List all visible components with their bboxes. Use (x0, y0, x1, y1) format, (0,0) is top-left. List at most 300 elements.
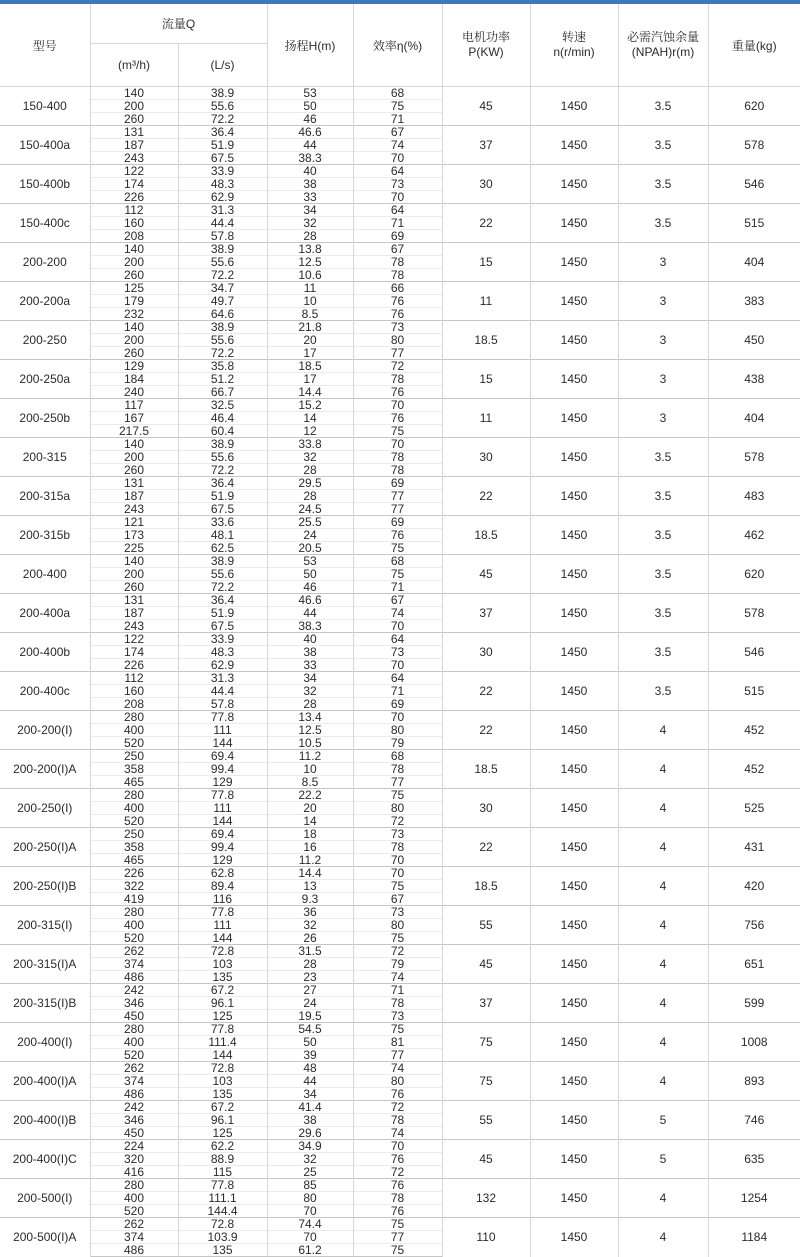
head-cell: 24.5 (267, 503, 353, 516)
flow-ls-cell: 67.5 (178, 152, 267, 165)
flow-m3h-cell: 174 (90, 178, 178, 191)
head-cell: 26 (267, 932, 353, 945)
efficiency-cell: 81 (353, 1036, 442, 1049)
flow-ls-cell: 111.1 (178, 1192, 267, 1205)
power-cell: 37 (442, 126, 530, 165)
npsh-cell: 5 (618, 1101, 708, 1140)
flow-m3h-cell: 260 (90, 113, 178, 126)
head-cell: 28 (267, 958, 353, 971)
flow-m3h-cell: 465 (90, 776, 178, 789)
head-cell: 32 (267, 217, 353, 230)
flow-ls-cell: 51.9 (178, 607, 267, 620)
head-cell: 32 (267, 1153, 353, 1166)
head-cell: 24 (267, 997, 353, 1010)
flow-m3h-cell: 243 (90, 503, 178, 516)
speed-cell: 1450 (530, 243, 618, 282)
efficiency-cell: 74 (353, 139, 442, 152)
flow-ls-cell: 55.6 (178, 256, 267, 269)
flow-m3h-cell: 122 (90, 633, 178, 646)
flow-m3h-cell: 208 (90, 698, 178, 711)
weight-cell: 620 (708, 87, 800, 126)
model-cell: 200-315(I)B (0, 984, 90, 1023)
flow-ls-cell: 55.6 (178, 451, 267, 464)
weight-cell: 578 (708, 594, 800, 633)
flow-m3h-cell: 242 (90, 984, 178, 997)
efficiency-cell: 74 (353, 607, 442, 620)
flow-m3h-cell: 167 (90, 412, 178, 425)
efficiency-cell: 78 (353, 997, 442, 1010)
head-cell: 14 (267, 815, 353, 828)
flow-m3h-cell: 520 (90, 1205, 178, 1218)
power-cell: 18.5 (442, 321, 530, 360)
speed-cell: 1450 (530, 711, 618, 750)
speed-cell: 1450 (530, 555, 618, 594)
flow-ls-cell: 103 (178, 958, 267, 971)
speed-cell: 1450 (530, 906, 618, 945)
head-cell: 13.4 (267, 711, 353, 724)
flow-ls-cell: 135 (178, 1244, 267, 1257)
efficiency-cell: 71 (353, 113, 442, 126)
efficiency-cell: 78 (353, 256, 442, 269)
flow-m3h-cell: 122 (90, 165, 178, 178)
flow-ls-cell: 38.9 (178, 438, 267, 451)
head-cell: 12 (267, 425, 353, 438)
flow-ls-cell: 135 (178, 1088, 267, 1101)
efficiency-cell: 80 (353, 724, 442, 737)
flow-m3h-cell: 400 (90, 802, 178, 815)
efficiency-cell: 76 (353, 529, 442, 542)
header-efficiency: 效率η(%) (353, 4, 442, 87)
flow-ls-cell: 129 (178, 776, 267, 789)
speed-cell: 1450 (530, 945, 618, 984)
table-row (0, 399, 800, 412)
efficiency-cell: 74 (353, 971, 442, 984)
npsh-cell: 4 (618, 945, 708, 984)
flow-m3h-cell: 450 (90, 1127, 178, 1140)
npsh-cell: 5 (618, 1140, 708, 1179)
efficiency-cell: 73 (353, 828, 442, 841)
flow-ls-cell: 69.4 (178, 750, 267, 763)
head-cell: 46.6 (267, 126, 353, 139)
speed-cell: 1450 (530, 321, 618, 360)
head-cell: 34.9 (267, 1140, 353, 1153)
head-cell: 8.5 (267, 308, 353, 321)
power-cell: 55 (442, 906, 530, 945)
table-header (0, 4, 800, 87)
power-cell: 55 (442, 1101, 530, 1140)
flow-ls-cell: 72.2 (178, 113, 267, 126)
head-cell: 44 (267, 1075, 353, 1088)
head-cell: 17 (267, 347, 353, 360)
flow-m3h-cell: 226 (90, 191, 178, 204)
efficiency-cell: 75 (353, 542, 442, 555)
efficiency-cell: 78 (353, 373, 442, 386)
flow-ls-cell: 66.7 (178, 386, 267, 399)
flow-ls-cell: 77.8 (178, 906, 267, 919)
flow-m3h-cell: 140 (90, 87, 178, 100)
head-cell: 15.2 (267, 399, 353, 412)
efficiency-cell: 78 (353, 841, 442, 854)
header-model: 型号 (0, 4, 90, 87)
flow-ls-cell: 111 (178, 802, 267, 815)
weight-cell: 404 (708, 243, 800, 282)
power-cell: 11 (442, 282, 530, 321)
efficiency-cell: 76 (353, 1153, 442, 1166)
weight-cell: 756 (708, 906, 800, 945)
flow-ls-cell: 67.2 (178, 984, 267, 997)
flow-m3h-cell: 280 (90, 1179, 178, 1192)
head-cell: 14.4 (267, 386, 353, 399)
flow-m3h-cell: 173 (90, 529, 178, 542)
head-cell: 53 (267, 555, 353, 568)
power-cell: 132 (442, 1179, 530, 1218)
flow-m3h-cell: 465 (90, 854, 178, 867)
weight-cell: 1008 (708, 1023, 800, 1062)
head-cell: 32 (267, 451, 353, 464)
flow-m3h-cell: 243 (90, 620, 178, 633)
header-head: 扬程H(m) (267, 4, 353, 87)
npsh-cell: 3.5 (618, 126, 708, 165)
efficiency-cell: 68 (353, 555, 442, 568)
flow-ls-cell: 72.8 (178, 945, 267, 958)
npsh-cell: 3 (618, 243, 708, 282)
table-row (0, 282, 800, 295)
table-row (0, 1179, 800, 1192)
head-cell: 32 (267, 685, 353, 698)
npsh-cell: 4 (618, 789, 708, 828)
efficiency-cell: 80 (353, 802, 442, 815)
table-row (0, 594, 800, 607)
flow-ls-cell: 62.5 (178, 542, 267, 555)
efficiency-cell: 76 (353, 1088, 442, 1101)
head-cell: 54.5 (267, 1023, 353, 1036)
flow-ls-cell: 36.4 (178, 477, 267, 490)
table-row (0, 750, 800, 763)
efficiency-cell: 75 (353, 1218, 442, 1231)
head-cell: 11 (267, 282, 353, 295)
flow-ls-cell: 72.2 (178, 347, 267, 360)
head-cell: 31.5 (267, 945, 353, 958)
power-cell: 11 (442, 399, 530, 438)
npsh-cell: 4 (618, 867, 708, 906)
head-cell: 8.5 (267, 776, 353, 789)
speed-cell: 1450 (530, 672, 618, 711)
power-cell: 45 (442, 1140, 530, 1179)
head-cell: 70 (267, 1231, 353, 1244)
head-cell: 38.3 (267, 620, 353, 633)
flow-ls-cell: 144 (178, 737, 267, 750)
power-cell: 75 (442, 1023, 530, 1062)
weight-cell: 462 (708, 516, 800, 555)
head-cell: 80 (267, 1192, 353, 1205)
flow-ls-cell: 144 (178, 932, 267, 945)
power-cell: 22 (442, 711, 530, 750)
flow-m3h-cell: 400 (90, 1036, 178, 1049)
power-cell: 30 (442, 633, 530, 672)
head-cell: 10 (267, 295, 353, 308)
flow-m3h-cell: 250 (90, 828, 178, 841)
efficiency-cell: 74 (353, 1062, 442, 1075)
npsh-cell: 3.5 (618, 516, 708, 555)
flow-ls-cell: 144 (178, 1049, 267, 1062)
head-cell: 10.6 (267, 269, 353, 282)
speed-cell: 1450 (530, 789, 618, 828)
flow-ls-cell: 38.9 (178, 87, 267, 100)
head-cell: 61.2 (267, 1244, 353, 1257)
head-cell: 20.5 (267, 542, 353, 555)
header-power-line2: P(KW) (468, 45, 504, 59)
weight-cell: 546 (708, 633, 800, 672)
flow-ls-cell: 55.6 (178, 100, 267, 113)
npsh-cell: 4 (618, 1218, 708, 1257)
flow-ls-cell: 34.7 (178, 282, 267, 295)
efficiency-cell: 78 (353, 763, 442, 776)
flow-m3h-cell: 112 (90, 672, 178, 685)
flow-m3h-cell: 200 (90, 334, 178, 347)
head-cell: 46.6 (267, 594, 353, 607)
speed-cell: 1450 (530, 438, 618, 477)
head-cell: 11.2 (267, 750, 353, 763)
efficiency-cell: 72 (353, 1166, 442, 1179)
efficiency-cell: 72 (353, 360, 442, 373)
flow-m3h-cell: 226 (90, 659, 178, 672)
header-npsh-line2: (NPAH)r(m) (631, 45, 695, 59)
flow-ls-cell: 33.9 (178, 633, 267, 646)
head-cell: 18.5 (267, 360, 353, 373)
flow-m3h-cell: 520 (90, 932, 178, 945)
table-row (0, 789, 800, 802)
head-cell: 50 (267, 1036, 353, 1049)
efficiency-cell: 70 (353, 1140, 442, 1153)
weight-cell: 599 (708, 984, 800, 1023)
weight-cell: 515 (708, 204, 800, 243)
flow-m3h-cell: 419 (90, 893, 178, 906)
speed-cell: 1450 (530, 867, 618, 906)
flow-m3h-cell: 280 (90, 711, 178, 724)
flow-m3h-cell: 400 (90, 919, 178, 932)
weight-cell: 525 (708, 789, 800, 828)
head-cell: 20 (267, 802, 353, 815)
flow-ls-cell: 89.4 (178, 880, 267, 893)
efficiency-cell: 77 (353, 776, 442, 789)
flow-m3h-cell: 240 (90, 386, 178, 399)
efficiency-cell: 71 (353, 685, 442, 698)
flow-ls-cell: 51.2 (178, 373, 267, 386)
head-cell: 48 (267, 1062, 353, 1075)
efficiency-cell: 73 (353, 1010, 442, 1023)
model-cell: 200-400(I) (0, 1023, 90, 1062)
speed-cell: 1450 (530, 126, 618, 165)
flow-ls-cell: 69.4 (178, 828, 267, 841)
head-cell: 18 (267, 828, 353, 841)
model-cell: 150-400b (0, 165, 90, 204)
weight-cell: 483 (708, 477, 800, 516)
header-weight: 重量(kg) (708, 4, 800, 87)
flow-m3h-cell: 358 (90, 763, 178, 776)
flow-ls-cell: 44.4 (178, 685, 267, 698)
table-row (0, 633, 800, 646)
npsh-cell: 3.5 (618, 477, 708, 516)
efficiency-cell: 77 (353, 490, 442, 503)
flow-ls-cell: 144 (178, 815, 267, 828)
head-cell: 13 (267, 880, 353, 893)
efficiency-cell: 69 (353, 477, 442, 490)
head-cell: 53 (267, 87, 353, 100)
flow-m3h-cell: 160 (90, 685, 178, 698)
table-row (0, 243, 800, 256)
flow-m3h-cell: 400 (90, 724, 178, 737)
flow-ls-cell: 67.5 (178, 620, 267, 633)
weight-cell: 515 (708, 672, 800, 711)
power-cell: 37 (442, 984, 530, 1023)
weight-cell: 651 (708, 945, 800, 984)
head-cell: 41.4 (267, 1101, 353, 1114)
flow-m3h-cell: 131 (90, 477, 178, 490)
head-cell: 12.5 (267, 724, 353, 737)
table-row (0, 87, 800, 100)
npsh-cell: 3.5 (618, 633, 708, 672)
efficiency-cell: 64 (353, 633, 442, 646)
efficiency-cell: 79 (353, 737, 442, 750)
model-cell: 200-250(I)A (0, 828, 90, 867)
power-cell: 45 (442, 555, 530, 594)
efficiency-cell: 70 (353, 438, 442, 451)
flow-ls-cell: 67.2 (178, 1101, 267, 1114)
efficiency-cell: 73 (353, 906, 442, 919)
flow-ls-cell: 116 (178, 893, 267, 906)
head-cell: 24 (267, 529, 353, 542)
flow-ls-cell: 62.2 (178, 1140, 267, 1153)
model-cell: 200-250b (0, 399, 90, 438)
speed-cell: 1450 (530, 1179, 618, 1218)
flow-m3h-cell: 450 (90, 1010, 178, 1023)
head-cell: 16 (267, 841, 353, 854)
header-speed-line2: n(r/min) (553, 45, 595, 59)
model-cell: 200-250(I)B (0, 867, 90, 906)
model-cell: 200-200 (0, 243, 90, 282)
efficiency-cell: 77 (353, 1231, 442, 1244)
head-cell: 20 (267, 334, 353, 347)
efficiency-cell: 76 (353, 295, 442, 308)
efficiency-cell: 70 (353, 854, 442, 867)
flow-m3h-cell: 200 (90, 100, 178, 113)
model-cell: 200-315 (0, 438, 90, 477)
speed-cell: 1450 (530, 984, 618, 1023)
flow-ls-cell: 32.5 (178, 399, 267, 412)
table-row (0, 1062, 800, 1075)
flow-ls-cell: 72.2 (178, 464, 267, 477)
npsh-cell: 4 (618, 711, 708, 750)
efficiency-cell: 64 (353, 204, 442, 217)
flow-ls-cell: 44.4 (178, 217, 267, 230)
efficiency-cell: 75 (353, 789, 442, 802)
head-cell: 34 (267, 1088, 353, 1101)
power-cell: 22 (442, 828, 530, 867)
npsh-cell: 3.5 (618, 165, 708, 204)
flow-m3h-cell: 112 (90, 204, 178, 217)
model-cell: 200-400(I)A (0, 1062, 90, 1101)
flow-m3h-cell: 242 (90, 1101, 178, 1114)
head-cell: 29.5 (267, 477, 353, 490)
npsh-cell: 4 (618, 906, 708, 945)
flow-m3h-cell: 140 (90, 243, 178, 256)
flow-m3h-cell: 140 (90, 555, 178, 568)
efficiency-cell: 70 (353, 867, 442, 880)
power-cell: 18.5 (442, 867, 530, 906)
flow-m3h-cell: 358 (90, 841, 178, 854)
speed-cell: 1450 (530, 516, 618, 555)
table-row (0, 165, 800, 178)
npsh-cell: 3 (618, 360, 708, 399)
flow-ls-cell: 77.8 (178, 1023, 267, 1036)
header-flow-group: 流量Q (90, 4, 267, 44)
table-row (0, 204, 800, 217)
header-speed (530, 4, 618, 87)
efficiency-cell: 76 (353, 412, 442, 425)
flow-ls-cell: 125 (178, 1127, 267, 1140)
table-row (0, 321, 800, 334)
flow-m3h-cell: 280 (90, 789, 178, 802)
flow-ls-cell: 35.8 (178, 360, 267, 373)
flow-ls-cell: 48.3 (178, 178, 267, 191)
model-cell: 200-200a (0, 282, 90, 321)
npsh-cell: 4 (618, 750, 708, 789)
table-row (0, 1023, 800, 1036)
flow-m3h-cell: 243 (90, 152, 178, 165)
flow-m3h-cell: 320 (90, 1153, 178, 1166)
head-cell: 38 (267, 646, 353, 659)
flow-ls-cell: 51.9 (178, 490, 267, 503)
speed-cell: 1450 (530, 204, 618, 243)
efficiency-cell: 70 (353, 399, 442, 412)
flow-m3h-cell: 262 (90, 1062, 178, 1075)
efficiency-cell: 73 (353, 178, 442, 191)
flow-m3h-cell: 200 (90, 451, 178, 464)
head-cell: 28 (267, 698, 353, 711)
flow-m3h-cell: 187 (90, 139, 178, 152)
head-cell: 46 (267, 113, 353, 126)
head-cell: 14.4 (267, 867, 353, 880)
weight-cell: 1184 (708, 1218, 800, 1257)
flow-ls-cell: 72.2 (178, 269, 267, 282)
flow-m3h-cell: 486 (90, 1244, 178, 1257)
pump-spec-table (0, 4, 800, 1257)
head-cell: 74.4 (267, 1218, 353, 1231)
flow-ls-cell: 51.9 (178, 139, 267, 152)
head-cell: 21.8 (267, 321, 353, 334)
table-row (0, 555, 800, 568)
head-cell: 38 (267, 178, 353, 191)
flow-m3h-cell: 226 (90, 867, 178, 880)
npsh-cell: 4 (618, 1179, 708, 1218)
efficiency-cell: 70 (353, 620, 442, 633)
flow-m3h-cell: 117 (90, 399, 178, 412)
speed-cell: 1450 (530, 1218, 618, 1257)
weight-cell: 420 (708, 867, 800, 906)
npsh-cell: 3.5 (618, 438, 708, 477)
flow-m3h-cell: 200 (90, 256, 178, 269)
head-cell: 85 (267, 1179, 353, 1192)
flow-m3h-cell: 260 (90, 581, 178, 594)
weight-cell: 431 (708, 828, 800, 867)
efficiency-cell: 80 (353, 1075, 442, 1088)
efficiency-cell: 73 (353, 646, 442, 659)
flow-ls-cell: 62.8 (178, 867, 267, 880)
npsh-cell: 3.5 (618, 672, 708, 711)
flow-ls-cell: 38.9 (178, 243, 267, 256)
efficiency-cell: 67 (353, 594, 442, 607)
efficiency-cell: 75 (353, 568, 442, 581)
